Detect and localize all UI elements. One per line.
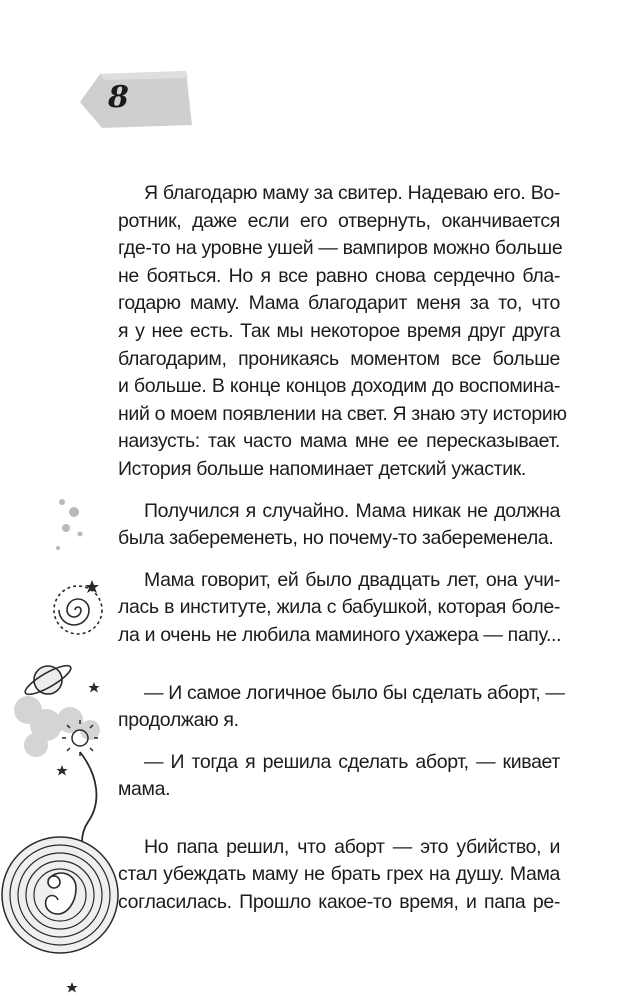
text-line: ла и очень не любила маминого ухажера — папу... — [118, 623, 562, 646]
text-line: благодарим, проникаясь моментом все больше — [118, 347, 560, 370]
text-line: — И тогда я решила сделать аборт, — кивает — [144, 750, 560, 773]
paragraph — [118, 567, 560, 650]
paragraph — [118, 180, 567, 484]
paragraph — [118, 680, 565, 735]
text-line: не бояться. Но я все равно снова сердечно бла- — [118, 264, 560, 287]
text-line: продолжаю я. — [118, 709, 239, 732]
spiral-galaxy-icon — [54, 586, 102, 634]
text-line: Получился я случайно. Мама никак не должна — [144, 499, 560, 522]
text-line: согласилась. Прошло какое-то время, и папа ре- — [118, 891, 560, 914]
text-line: ротник, даже если его отвернуть, оканчивается — [118, 209, 560, 232]
text-line: История больше напоминает детский ужастик. — [118, 457, 526, 480]
paragraph — [118, 498, 560, 553]
page-number-tab — [78, 70, 196, 128]
text-line: лась в институте, жила с бабушкой, которая боле- — [118, 596, 560, 619]
text-line: Мама говорит, ей было двадцать лет, она учи- — [144, 568, 560, 591]
text-line: и больше. В конце концов доходим до воспомина- — [118, 375, 560, 398]
paragraph — [118, 834, 560, 917]
paragraph-gap — [118, 553, 560, 567]
text-line: — И самое логичное было бы сделать аборт, — — [144, 681, 565, 704]
embryo-cosmos-drawing — [0, 490, 130, 1000]
text-line: наизусть: так часто мама мне ее пересказывает. — [118, 430, 560, 453]
section-gap — [118, 804, 560, 834]
section-gap — [118, 650, 560, 680]
cosmic-illustration — [0, 490, 130, 1001]
text-line: ний о моем появлении на свет. Я знаю эту историю — [118, 402, 567, 425]
text-line: мама. — [118, 778, 171, 801]
paragraph-gap — [118, 484, 560, 498]
text-line: годарю маму. Мама благодарит меня за то, что — [118, 292, 560, 315]
body-text — [118, 180, 567, 917]
planet-icon — [22, 661, 74, 699]
page-number: 8 — [108, 80, 129, 115]
text-line: Я благодарю маму за свитер. Надеваю его. Во- — [144, 182, 560, 204]
paragraph-gap — [118, 735, 560, 749]
text-line: Но папа решил, что аборт — это убийство, и — [144, 835, 560, 858]
page-tab-shape — [78, 70, 196, 128]
text-line: стал убеждать маму не брать грех на душу. Мама — [118, 863, 560, 886]
text-line: была забеременеть, но почему-то забеременела. — [118, 527, 554, 550]
text-line: я у нее есть. Так мы некоторое время друг друга — [118, 319, 560, 342]
text-line: где-то на уровне ушей — вампиров можно больше — [118, 237, 563, 260]
paragraph — [118, 749, 560, 804]
